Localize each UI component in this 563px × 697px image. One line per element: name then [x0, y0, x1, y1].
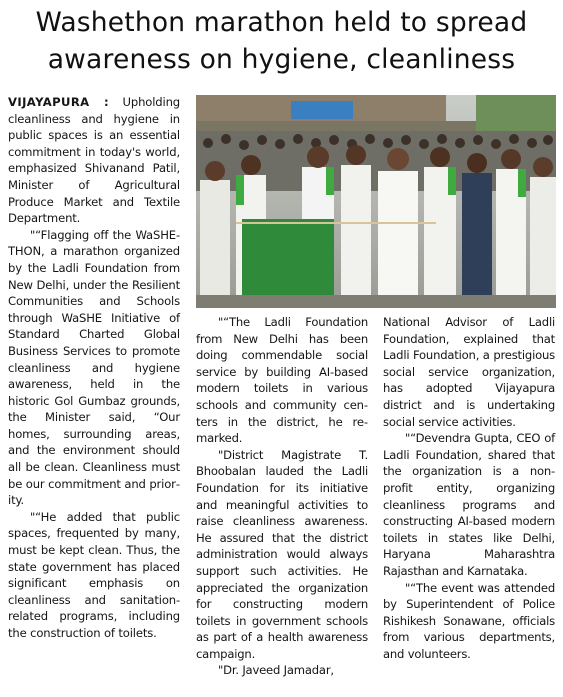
flag-off-photo — [196, 95, 556, 308]
article-paragraph: "“Flagging off the WaSHE-THON, a marathon organized by the Ladli Foundation from New Delhi, under the Resilient Communities and Schools through WaSHE Initiative of Standard Charted Global Business Services to promote cleanliness and hygiene awareness, held in the historic Gol Gumbaz grounds, the Minister said, “Our homes, surrounding areas, and the environment should all be clean. Cleanliness must be our commitment and priority. — [8, 227, 180, 508]
article-column-1 — [8, 94, 180, 642]
green-flag — [242, 219, 334, 308]
article-paragraph: "“He added that public spaces, frequented by many, must be kept clean. Thus, the state government has placed significant emphasis on cleanliness and sanitation-related programs, including the construction of toilets. — [8, 509, 180, 640]
article-paragraph: "District Magistrate T. Bhoobalan lauded the Ladli Foundation for its initiative and meaningful activities to raise cleanliness awareness. He assured that the district administration would always support such activities. He appreciated the organization for constructing modern toilets in government schools as part of a health awareness campaign. — [196, 447, 368, 661]
article-paragraph: "“Devendra Gupta, CEO of Ladli Foundation, shared that the organization is a non-profit entity, organizing cleanliness programs and constructing AI-based modern toilets in states like Delhi, Haryana Maharashtra Rajasthan and Karnataka. — [383, 431, 555, 578]
article-paragraph: "“The Ladli Foundation from New Delhi has been doing commendable social service by building AI-based modern toilets in various schools and community centers in the district, he remarked. — [196, 315, 368, 446]
event-photo — [196, 95, 556, 308]
dateline: VIJAYAPURA : — [8, 95, 109, 109]
article-paragraph: "“The event was attended by Superintendent of Police Rishikesh Sonawane, officials from various departments, and volunteers. — [383, 580, 555, 661]
article-paragraph — [8, 94, 180, 227]
article-paragraph: "Dr. Javeed Jamadar, — [218, 663, 334, 678]
headline — [0, 4, 563, 78]
article-column-3 — [383, 314, 555, 662]
article-paragraph: National Advisor of Ladli Foundation, explained that Ladli Foundation, a prestigious social service organization, has adopted Vijayapura district and is undertaking social service activities. — [383, 315, 555, 429]
headline-line-2: awareness on hygiene, cleanliness — [47, 44, 516, 75]
headline-line-1: Washethon marathon held to spread — [35, 7, 528, 38]
article-text: Upholding cleanliness and hygiene in public spaces is an essential commitment in today's world, emphasized Shivanand Patil, Minister of Agricultural Produce Market and Textile Department. — [8, 95, 180, 226]
photo-trees — [476, 95, 556, 135]
event-banner — [291, 101, 353, 119]
article-column-2 — [196, 314, 368, 679]
